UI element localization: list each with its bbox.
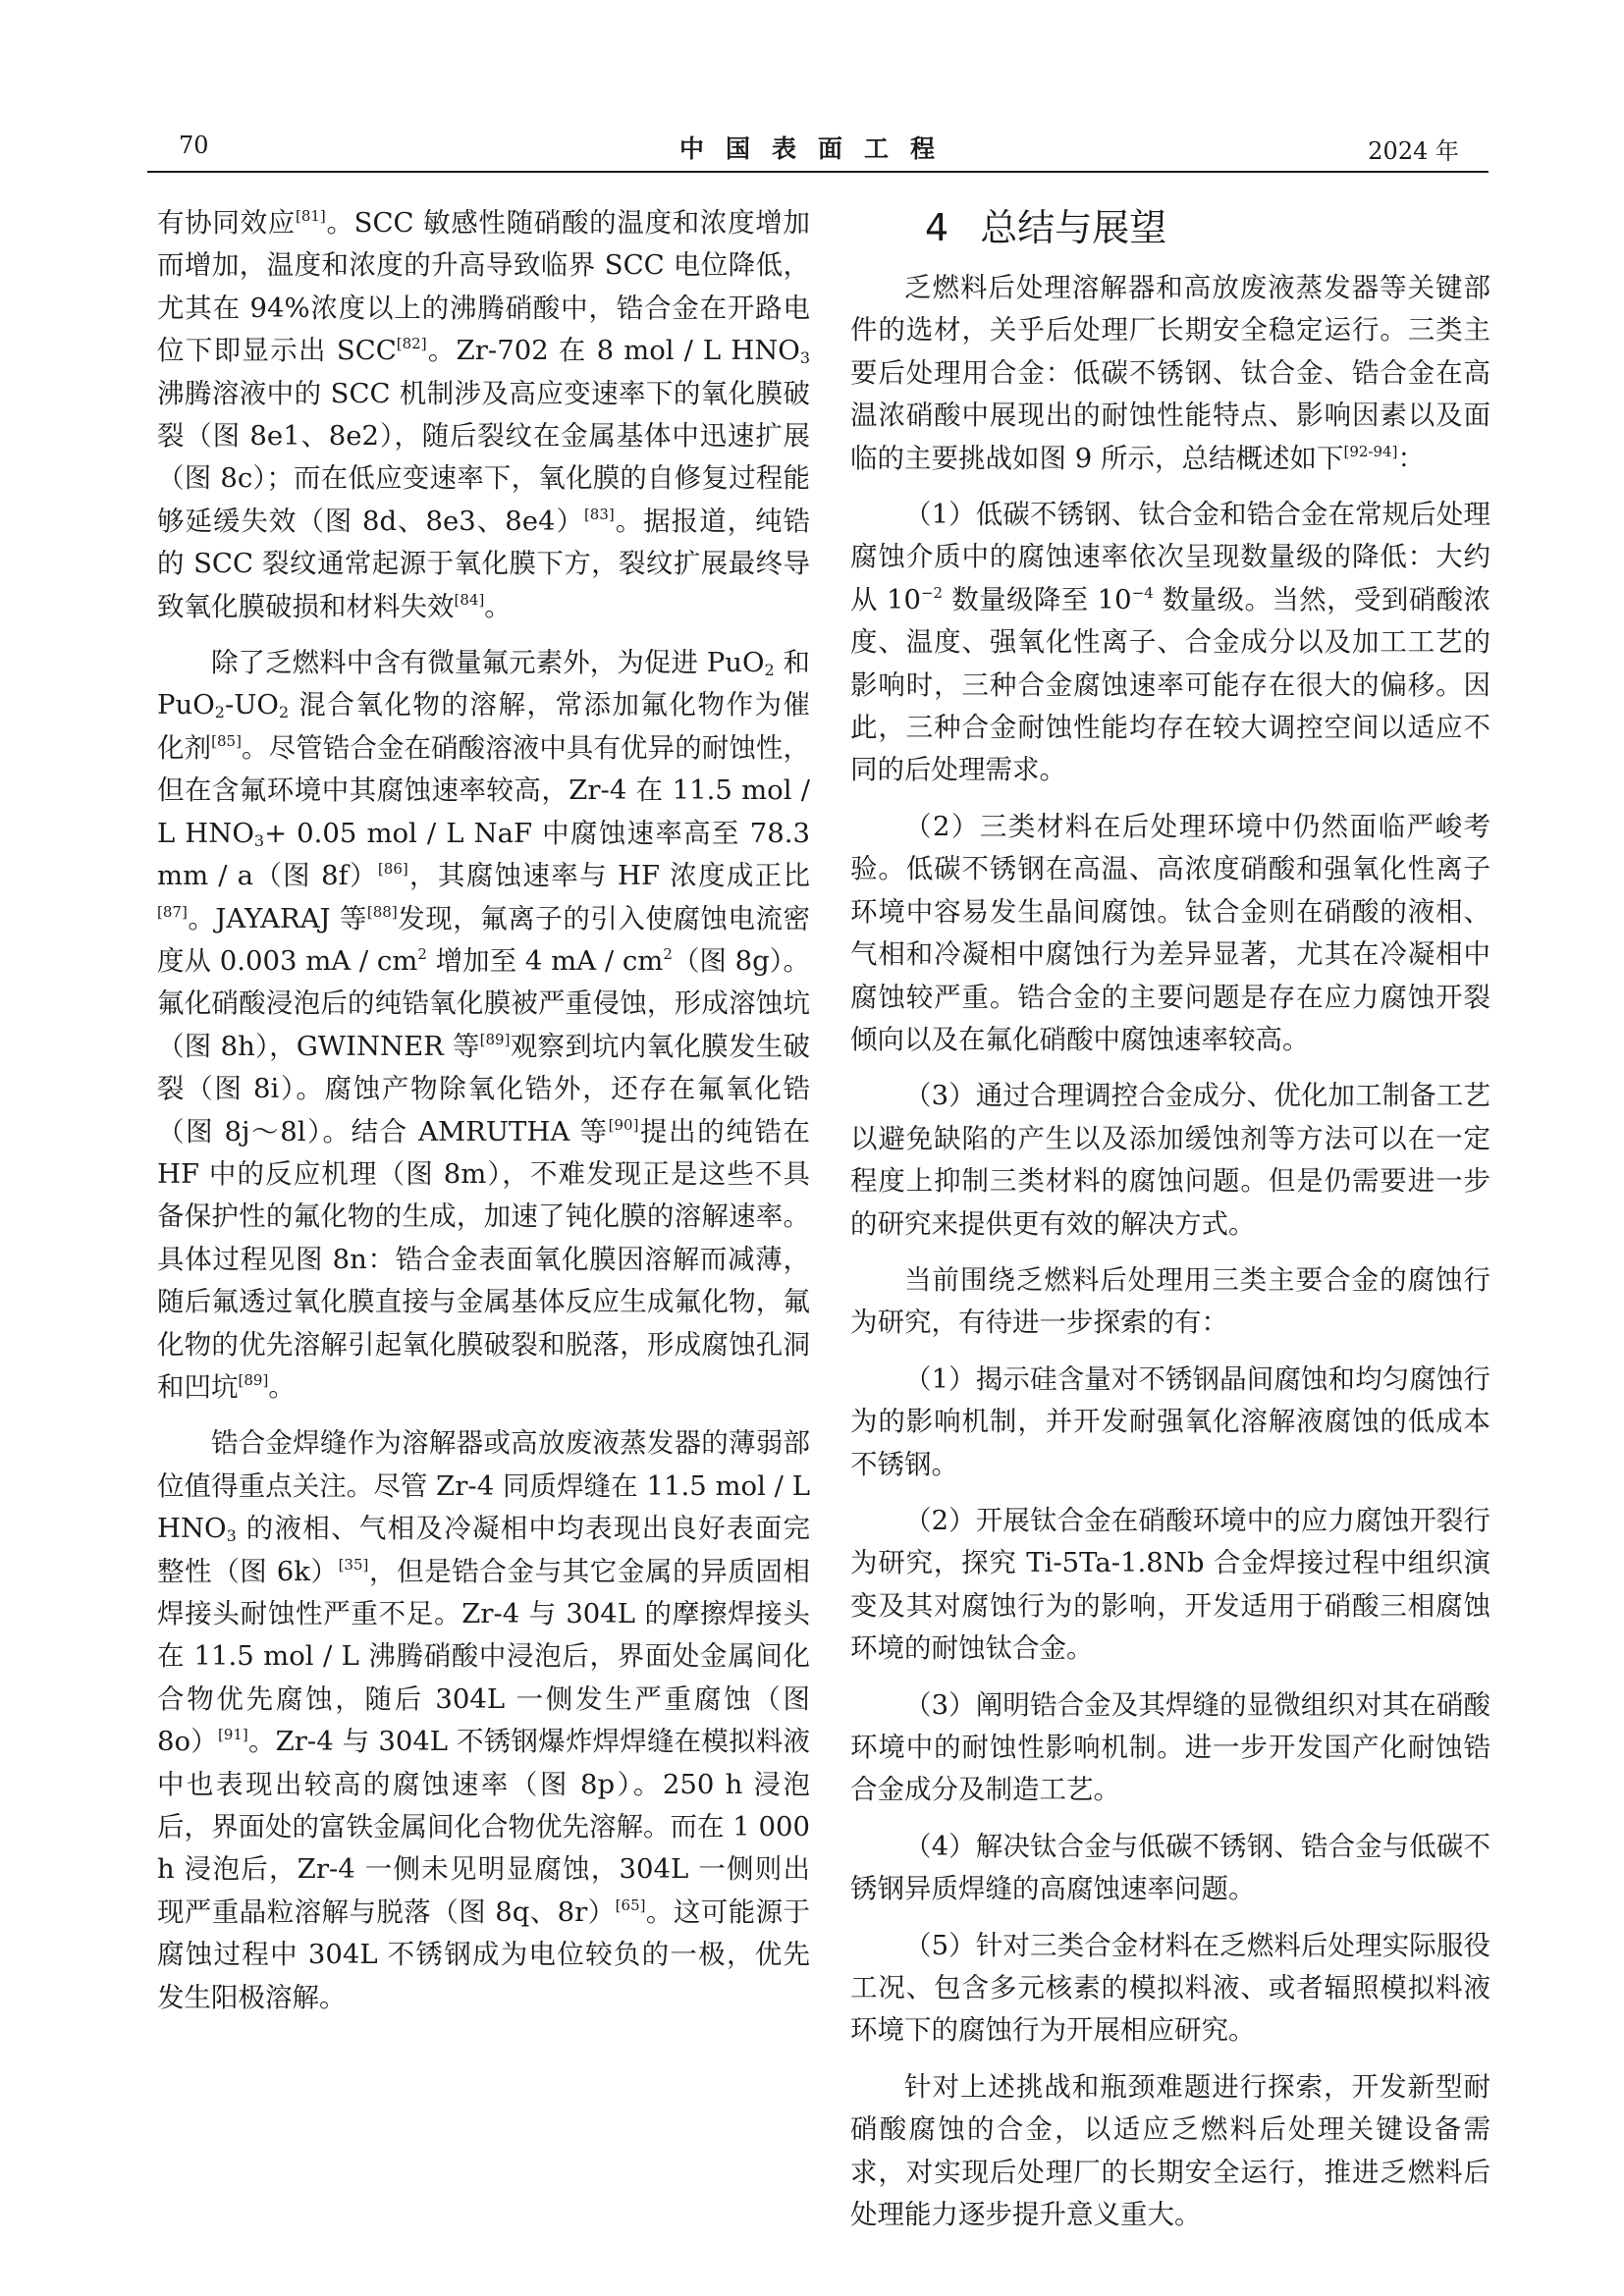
citation: [82] [396,335,427,353]
section-number: 4 [925,206,949,249]
paragraph-outlook-2: （2）开展钛合金在硝酸环境中的应力腐蚀开裂行为研究，探究 Ti-5Ta-1.8Nb 合金焊接过程中组织演变及其对腐蚀行为的影响，开发适用于硝酸三相腐蚀环境的耐蚀钛合金。 [850,1504,1490,1665]
citation: [35] [338,1555,369,1574]
paragraph-conclusion: 针对上述挑战和瓶颈难题进行探索，开发新型耐硝酸腐蚀的合金，以适应乏燃料后处理关键设备需求，对实现后处理厂的长期安全运行，推进乏燃料后处理能力逐步提升意义重大。 [850,2070,1490,2231]
citation: [90] [608,1115,639,1134]
paragraph-summary-3: （3）通过合理调控合金成分、优化加工制备工艺以避免缺陷的产生以及添加缓蚀剂等方法可以在一定程度上抑制三类材料的腐蚀问题。但是仍需要进一步的研究来提供更有效的解决方式。 [850,1080,1490,1240]
paragraph-outlook-intro: 当前围绕乏燃料后处理用三类主要合金的腐蚀行为研究，有待进一步探索的有： [850,1263,1490,1339]
left-column [157,202,810,2019]
journal-title: 中国表面工程 [678,134,956,163]
citation: [65] [615,1896,646,1914]
page-number: 70 [179,132,209,159]
paragraph-weld-corrosion: 锆合金焊缝作为溶解器或高放废液蒸发器的薄弱部位值得重点关注。尽管 Zr-4 同质焊缝在 11.5 mol / L $HNO_3$ 的液相、气相及冷凝相中均表现出良好表面完整性（图 6k）[35]，但是锆合金与其它金属的异质固相焊接头耐蚀性严重不足。Zr-4 与 304L 的摩擦焊接头在 11.5 mol / L 沸腾硝酸中浸泡后，界面处金属间化合物优先腐蚀，随后 304L 一侧发生严重腐蚀（图 8o）[91]。Zr-4 与 304L 不锈钢爆炸焊焊缝在模拟料液中也表现出较高的腐蚀速率（图 8p）。250 h 浸泡后，界面处的富铁金属间化合物优先溶解。而在 1 000 h 浸泡后，Zr-4 一侧未见明显腐蚀，304L 一侧则出现严重晶粒溶解与脱落（图 8q、8r）[65]。这可能源于腐蚀过程中 304L 不锈钢成为电位较负的一极，优先发生阳极溶解。 [157,1427,811,2013]
paragraph-scc-continued: 有协同效应[81]。SCC 敏感性随硝酸的温度和浓度增加而增加，温度和浓度的升高导致临界 SCC 电位降低，尤其在 94%浓度以上的沸腾硝酸中，锆合金在开路电位下即显示出 SCC[82]。Zr-702 在 8 mol / L $HNO_3$ 沸腾溶液中的 SCC 机制涉及高应变速率下的氧化膜破裂（图 8e1、8e2），随后裂纹在金属基体中迅速扩展（图 8c）；而在低应变速率下，氧化膜的自修复过程能够延缓失效（图 8d、8e3、8e4）[83]。据报道，纯锆的 SCC 裂纹通常起源于氧化膜下方，裂纹扩展最终导致氧化膜破损和材料失效[84]。 [157,207,811,622]
citation: [85] [211,731,242,750]
citation: [83] [583,505,615,523]
paragraph-fluoride-corrosion: 除了乏燃料中含有微量氟元素外，为促进 PuO$_2$ 和 $PuO_2-UO_2$ 混合氧化物的溶解，常添加氟化物作为催化剂[85]。尽管锆合金在硝酸溶液中具有优异的耐蚀性，但在含氟环境中其腐蚀速率较高，Zr-4 在 11.5 mol / L $HNO_3+ 0.05$ mol / L NaF 中腐蚀速率高至 78.3 mm / a（图 8f）[86]，其腐蚀速率与 HF 浓度成正比[87]。JAYARAJ 等[88]发现，氟离子的引入使腐蚀电流密度从 0.003 mA / $cm^2$ 增加至 4 mA / $cm^2$（图 8g）。氟化硝酸浸泡后的纯锆氧化膜被严重侵蚀，形成溶蚀坑（图 8h），GWINNER 等[89]观察到坑内氧化膜发生破裂（图 8i）。腐蚀产物除氧化锆外，还存在氟氧化锆（图 8j～8l）。结合 AMRUTHA 等[90]提出的纯锆在 HF 中的反应机理（图 8m），不难发现正是这些不具备保护性的氟化物的生成，加速了钝化膜的溶解速率。具体过程见图 8n：锆合金表面氧化膜因溶解而减薄，随后氟透过氧化膜直接与金属基体反应生成氟化物，氟化物的优先溶解引起氧化膜破裂和脱落，形成腐蚀孔洞和凹坑[89]。 [157,647,811,1403]
citation: [89] [479,1030,511,1048]
issue-year: 2024 年 [1368,137,1459,165]
paragraph-outlook-3: （3）阐明锆合金及其焊缝的显微组织对其在硝酸环境中的耐蚀性影响机制。进一步开发国产化耐蚀锆合金成分及制造工艺。 [850,1688,1490,1806]
citation: [86] [377,860,408,879]
citation: [92-94] [1343,442,1398,460]
paragraph-outlook-1: （1）揭示硅含量对不锈钢晶间腐蚀和均匀腐蚀行为的影响机制，并开发耐强氧化溶解液腐蚀的低成本不锈钢。 [850,1362,1490,1480]
paragraph-outlook-5: （5）针对三类合金材料在乏燃料后处理实际服役工况、包含多元核素的模拟料液、或者辐照模拟料液环境下的腐蚀行为开展相应研究。 [850,1929,1490,2047]
citation: [89] [238,1370,269,1389]
citation: [84] [454,590,485,609]
citation: [81] [295,207,326,225]
citation: [87] [157,902,188,921]
citation: [91] [217,1726,248,1744]
section-title: 总结与展望 [980,206,1167,249]
paragraph-summary-2: （2）三类材料在后处理环境中仍然面临严峻考验。低碳不锈钢在高温、高浓度硝酸和强氧化性离子环境中容易发生晶间腐蚀。钛合金则在硝酸的液相、气相和冷凝相中腐蚀行为差异显著，尤其在冷凝相中腐蚀较严重。锆合金的主要问题是存在应力腐蚀开裂倾向以及在氟化硝酸中腐蚀速率较高。 [850,810,1490,1055]
running-header [147,126,1489,173]
right-column [850,202,1490,2236]
section-heading [850,202,1490,253]
paragraph-outlook-4: （4）解决钛合金与低碳不锈钢、锆合金与低碳不锈钢异质焊缝的高腐蚀速率问题。 [850,1830,1490,1905]
paragraph-summary-intro: 乏燃料后处理溶解器和高放废液蒸发器等关键部件的选材，关乎后处理厂长期安全稳定运行。三类主要后处理用合金：低碳不锈钢、钛合金、锆合金在高温浓硝酸中展现出的耐蚀性能特点、影响因素以及面临的主要挑战如图 9 所示，总结概述如下[92-94]： [850,272,1490,474]
paragraph-summary-1: （1）低碳不锈钢、钛合金和锆合金在常规后处理腐蚀介质中的腐蚀速率依次呈现数量级的降低：大约从 $10^{-2}$ 数量级降至 $10^{-4}$ 数量级。当然，受到硝酸浓度、温度、强氧化性离子、合金成分以及加工工艺的影响时，三种合金腐蚀速率可能存在很大的偏移。因此，三种合金耐蚀性能均存在较大调控空间以适应不同的后处理需求。 [850,499,1490,786]
citation: [88] [366,902,398,921]
